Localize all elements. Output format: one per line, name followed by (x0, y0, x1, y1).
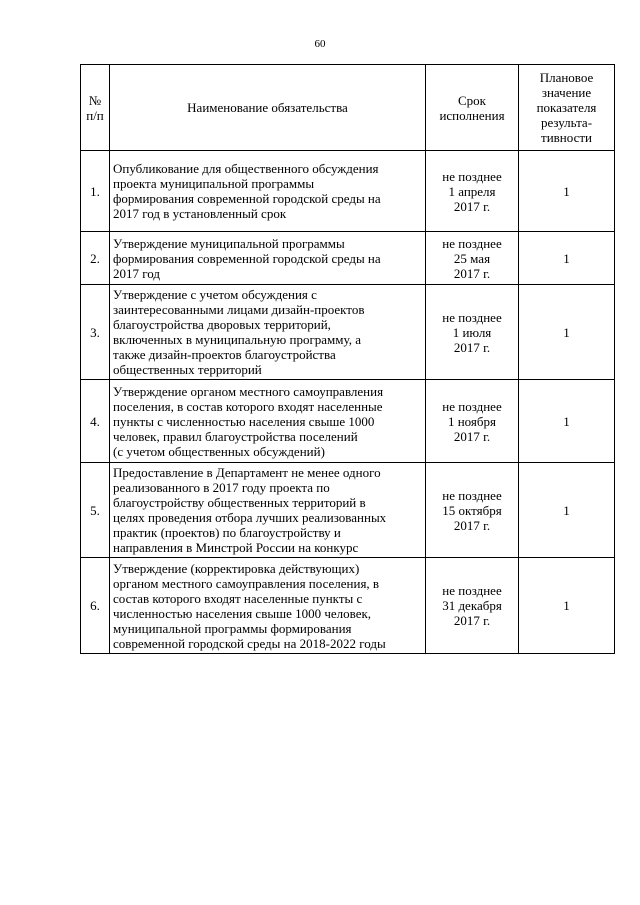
row-number: 4. (81, 380, 110, 463)
row-number: 3. (81, 285, 110, 380)
row-value: 1 (519, 380, 615, 463)
row-number: 2. (81, 232, 110, 285)
header-deadline: Срок исполнения (426, 65, 519, 151)
row-value: 1 (519, 463, 615, 558)
table-row (81, 380, 615, 463)
table-row (81, 558, 615, 654)
row-value: 1 (519, 558, 615, 654)
table-row (81, 151, 615, 232)
row-obligation: Предоставление в Департамент не менее одного реализованного в 2017 году проекта по благоустройству общественных территорий в целях проведения отбора лучших реализованных практик (проектов) по благоустройству и направления в Минстрой России на конкурс (110, 463, 426, 558)
row-obligation: Утверждение органом местного самоуправления поселения, в состав которого входят населенные пункты с численностью населения свыше 1000 человек, правил благоустройства поселений (с учетом общественных обсуждений) (110, 380, 426, 463)
header-planned-value: Плановое значение показателя результа- тивности (519, 65, 615, 151)
table-header-row (81, 65, 615, 151)
row-value: 1 (519, 151, 615, 232)
table-row (81, 285, 615, 380)
row-deadline: не позднее 1 апреля 2017 г. (426, 151, 519, 232)
row-number: 1. (81, 151, 110, 232)
table-row (81, 232, 615, 285)
row-obligation: Утверждение (корректировка действующих) органом местного самоуправления поселения, в состав которого входят населенные пункты с численностью населения свыше 1000 человек, муниципальной программы формирования современной городской среды на 2018-2022 годы (110, 558, 426, 654)
row-obligation: Утверждение с учетом обсуждения с заинтересованными лицами дизайн-проектов благоустройства дворовых территорий, включенных в муниципальную программу, а также дизайн-проектов благоустройства общественных территорий (110, 285, 426, 380)
row-obligation: Утверждение муниципальной программы формирования современной городской среды на 2017 год (110, 232, 426, 285)
row-number: 5. (81, 463, 110, 558)
row-deadline: не позднее 25 мая 2017 г. (426, 232, 519, 285)
row-number: 6. (81, 558, 110, 654)
row-value: 1 (519, 285, 615, 380)
row-value: 1 (519, 232, 615, 285)
page-number: 60 (314, 38, 326, 50)
header-obligation-name: Наименование обязательства (110, 65, 426, 151)
row-deadline: не позднее 31 декабря 2017 г. (426, 558, 519, 654)
row-deadline: не позднее 15 октября 2017 г. (426, 463, 519, 558)
header-number: № п/п (81, 65, 110, 151)
obligations-table (80, 64, 615, 654)
row-obligation: Опубликование для общественного обсуждения проекта муниципальной программы формирования современной городской среды на 2017 год в установленный срок (110, 151, 426, 232)
row-deadline: не позднее 1 июля 2017 г. (426, 285, 519, 380)
table-row (81, 463, 615, 558)
row-deadline: не позднее 1 ноября 2017 г. (426, 380, 519, 463)
